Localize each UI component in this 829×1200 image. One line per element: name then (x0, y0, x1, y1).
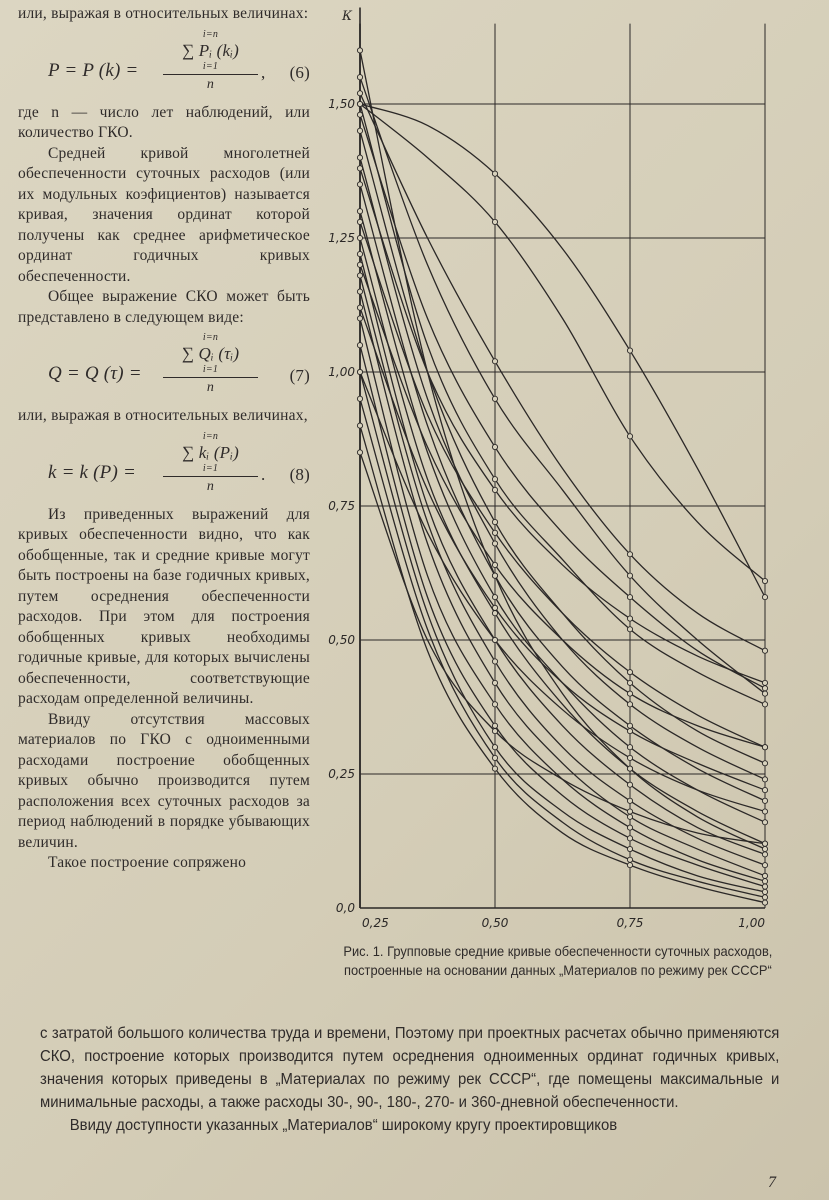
sum-lower-limit: i=1 (202, 364, 219, 375)
data-point (627, 348, 632, 353)
data-point (762, 841, 767, 846)
data-point (627, 723, 632, 728)
data-point (762, 761, 767, 766)
data-point (762, 873, 767, 878)
data-point (762, 846, 767, 851)
curve-9 (360, 168, 765, 683)
numerator-text: ∑ kᵢ (Pᵢ) (181, 442, 240, 462)
data-point (492, 396, 497, 401)
data-point (357, 369, 362, 374)
data-point (627, 434, 632, 439)
data-point (762, 895, 767, 900)
data-point (627, 691, 632, 696)
data-point (357, 166, 362, 171)
formula-fraction (163, 431, 258, 497)
x-tick-label: 1,00 (738, 916, 765, 930)
data-point (762, 777, 767, 782)
data-point (357, 251, 362, 256)
paragraph-intro: или, выражая в относительных величинах: (18, 5, 309, 22)
formula-denominator: n (206, 76, 215, 92)
data-point (762, 798, 767, 803)
equation-number: (7) (289, 366, 310, 385)
formula-denominator: n (206, 380, 215, 395)
bottom-text (40, 1022, 779, 1137)
data-point (762, 691, 767, 696)
data-point (357, 101, 362, 106)
data-point (762, 686, 767, 691)
data-point (762, 863, 767, 868)
formula-8 (18, 427, 310, 505)
sum-lower-limit: i=1 (202, 462, 219, 474)
data-point (762, 787, 767, 792)
data-point (357, 219, 362, 224)
data-point (357, 450, 362, 455)
curve-6 (360, 115, 765, 689)
sum-upper-limit: i=n (202, 430, 219, 442)
data-point (762, 702, 767, 707)
data-point (627, 745, 632, 750)
formula-fraction (163, 332, 258, 398)
data-point (492, 755, 497, 760)
data-point (492, 444, 497, 449)
x-tick-label: 0,75 (616, 916, 644, 930)
data-point (762, 680, 767, 685)
data-point (357, 75, 362, 80)
data-point (492, 723, 497, 728)
numerator-text: ∑ Qᵢ (τᵢ) (181, 344, 240, 363)
paragraph-absence: Ввиду отсутствия массовых материалов по ГКО с одноименными расходами построение обобщенных кривых обычно производится путем расположения всех суточных расходов за период наблюдений в порядке убывающих величин. (18, 710, 310, 851)
numerator-text: ∑ Pᵢ (kᵢ) (181, 40, 240, 60)
data-point (762, 879, 767, 884)
data-point (492, 659, 497, 664)
data-point (357, 343, 362, 348)
data-point (357, 423, 362, 428)
curve-20 (360, 345, 765, 886)
data-point (492, 680, 497, 685)
formula-punctuation: , (261, 62, 266, 82)
data-point (492, 729, 497, 734)
data-point (492, 766, 497, 771)
data-point (492, 562, 497, 567)
data-point (762, 578, 767, 583)
formula-punctuation: . (261, 464, 266, 484)
formula-lhs: k = k (P) = (48, 461, 136, 483)
data-point (627, 680, 632, 685)
data-point (492, 605, 497, 610)
data-point (627, 595, 632, 600)
formula-7 (18, 328, 310, 406)
data-point (762, 648, 767, 653)
data-point (492, 595, 497, 600)
paragraph-mean-curve: Средней кривой многолетней обеспеченности суточных расходов (или их модульных коэфициентов) называется кривая, значения ординат которой получены как среднее арифметическое ординат годичных кривых обеспеченности. (18, 144, 310, 285)
sum-upper-limit: i=n (202, 28, 219, 40)
data-point (627, 627, 632, 632)
data-point (492, 519, 497, 524)
formula-numerator (163, 343, 258, 378)
data-point (357, 273, 362, 278)
formula-6 (18, 25, 310, 103)
formula-lhs: Q = Q (τ) = (48, 363, 142, 384)
data-point (627, 729, 632, 734)
data-point (627, 809, 632, 814)
data-point (357, 305, 362, 310)
data-point (357, 128, 362, 133)
y-tick-label: 1,25 (328, 231, 355, 245)
data-point (492, 541, 497, 546)
equation-number: (6) (289, 62, 310, 82)
data-point (492, 219, 497, 224)
data-point (627, 552, 632, 557)
curve-10 (360, 184, 765, 800)
sum-upper-limit: i=n (202, 332, 219, 343)
curve-11 (360, 211, 765, 822)
data-point (357, 209, 362, 214)
data-point (492, 487, 497, 492)
y-tick-label: 1,50 (328, 97, 355, 111)
data-point (357, 396, 362, 401)
data-point (492, 359, 497, 364)
y-tick-label: 1,00 (328, 365, 355, 379)
data-point (627, 798, 632, 803)
data-point (492, 573, 497, 578)
formula-numerator (163, 442, 258, 477)
data-point (627, 814, 632, 819)
data-point (627, 863, 632, 868)
data-point (627, 782, 632, 787)
curve-26 (360, 50, 765, 849)
data-point (357, 289, 362, 294)
y-tick-label: 0,0 (335, 901, 355, 915)
data-point (492, 745, 497, 750)
paragraph-such: Такое построение сопряжено (48, 854, 247, 871)
equation-number: (8) (289, 464, 310, 484)
formula-numerator (163, 40, 258, 75)
data-point (762, 900, 767, 905)
curve-3 (360, 77, 765, 693)
data-point (762, 889, 767, 894)
data-point (492, 637, 497, 642)
data-point (627, 702, 632, 707)
data-point (762, 809, 767, 814)
data-point (627, 846, 632, 851)
formula-lhs: P = P (k) = (48, 59, 139, 81)
chart-curves (357, 48, 767, 905)
paragraph-general: Общее выражение СКО может быть представлено в следующем виде: (18, 288, 310, 326)
data-point (492, 171, 497, 176)
data-point (357, 235, 362, 240)
data-point (762, 884, 767, 889)
paragraph-last: Ввиду доступности указанных „Материалов“ широкому кругу проектировщиков (69, 1117, 618, 1134)
data-point (357, 155, 362, 160)
x-tick-label: 0,50 (481, 916, 509, 930)
data-point (627, 573, 632, 578)
paragraph-where: где n — число лет наблюдений, или количество ГКО. (18, 103, 310, 141)
data-point (762, 820, 767, 825)
duration-curves-chart (320, 0, 800, 930)
figure-caption: Рис. 1. Групповые средние кривые обеспеченности суточных расходов, построенные на основании данных „Материалов по режиму рек СССР“ (343, 943, 773, 978)
data-point (357, 316, 362, 321)
data-point (627, 857, 632, 862)
y-tick-label: 0,25 (328, 767, 355, 781)
data-point (492, 702, 497, 707)
page-number: 7 (768, 1174, 776, 1191)
data-point (627, 670, 632, 675)
data-point (492, 530, 497, 535)
curve-13 (360, 238, 765, 844)
data-point (357, 91, 362, 96)
data-point (357, 182, 362, 187)
data-point (762, 595, 767, 600)
paragraph-continuation: с затратой большого количества труда и времени, Поэтому при проектных расчетах обычно применяются СКО, построение которых производится путем осреднения одноименных ординат годичных кривых, значения которых приведены в „Материалах по режиму рек СССР“, где помещены максимальные и минимальные расходы, а также расходы 30-, 90-, 180-, 270- и 360-дневной обеспеченности. (40, 1025, 780, 1111)
sum-lower-limit: i=1 (202, 60, 219, 72)
left-text-column (18, 4, 310, 874)
curve-25 (360, 452, 765, 843)
formula-fraction (163, 29, 258, 95)
data-point (627, 766, 632, 771)
data-point (357, 262, 362, 267)
formula-denominator: n (206, 478, 215, 494)
data-point (627, 755, 632, 760)
data-point (627, 616, 632, 621)
paragraph-from-expressions: Из приведенных выражений для кривых обеспеченности видно, что как обобщенные, так и средние кривые могут быть построены на базе годичных кривых, путем осреднения обеспеченности расходов. При этом для построения обобщенных кривых необходимы годичные кривые, для которых вычислены обеспеченности, соответствующие расходам определенной величины. (18, 505, 310, 707)
y-axis-label: К (342, 9, 353, 24)
data-point (492, 477, 497, 482)
curve-16 (360, 276, 765, 866)
data-point (357, 48, 362, 53)
x-tick-label: 0,25 (362, 916, 389, 930)
data-point (762, 745, 767, 750)
data-point (762, 852, 767, 857)
data-point (627, 825, 632, 830)
data-point (627, 836, 632, 841)
paragraph-relative: или, выражая в относительных величинах, (18, 407, 308, 424)
y-tick-label: 0,75 (328, 499, 355, 513)
y-tick-label: 0,50 (328, 633, 355, 647)
data-point (357, 112, 362, 117)
